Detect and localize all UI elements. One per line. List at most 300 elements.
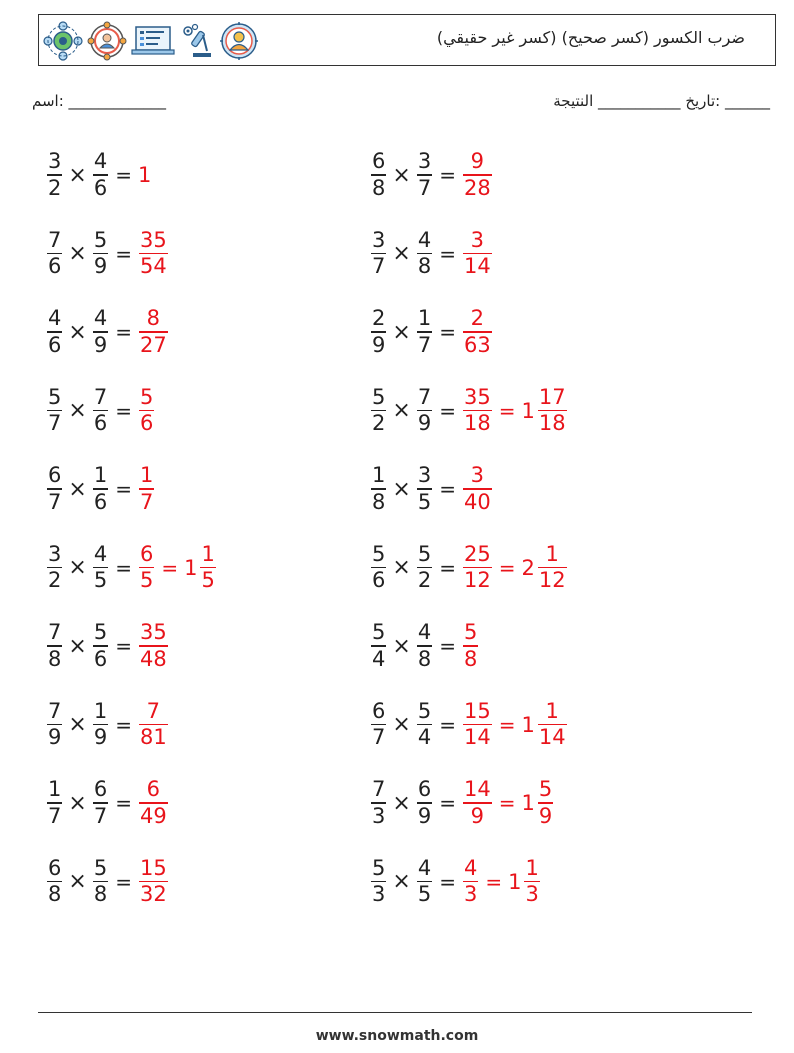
numerator: 1 [93,698,108,723]
problem-item [46,847,169,917]
denominator: 7 [93,803,108,828]
fraction-a [47,699,62,751]
numerator: 1 [93,463,108,488]
numerator: 4 [93,306,108,331]
denominator: 7 [372,725,386,750]
numerator: 3 [470,463,484,488]
numerator: 5 [372,384,386,409]
times-sign: × [68,162,87,188]
numerator: 4 [417,620,432,645]
numerator: 7 [48,620,62,645]
fraction-b [93,777,108,829]
equals-sign: = [498,398,516,423]
fraction-b [93,542,108,594]
answer-fraction [139,777,168,829]
problem-item [370,690,568,760]
denominator: 7 [48,803,62,828]
numerator: 6 [417,777,432,802]
fraction-a [371,149,386,201]
answer-fraction [139,463,154,515]
answer-fraction [139,699,168,751]
user-icon [219,21,259,61]
numerator: 6 [48,463,62,488]
fraction-a [47,306,62,358]
problem-item [46,219,169,289]
times-sign: × [68,241,87,266]
answer-fraction [463,620,478,672]
answer [462,856,541,908]
denominator: 40 [463,489,491,514]
fraction-b [93,620,108,672]
answer-fraction [463,149,492,201]
denominator: 9 [93,725,108,750]
numerator: 1 [525,855,539,880]
equals-sign: = [439,712,456,737]
fraction-a [47,856,62,908]
answer [138,620,169,672]
problem-item [46,297,169,367]
equals-sign: = [115,477,132,501]
denominator: 7 [48,411,62,436]
numerator: 17 [538,384,566,409]
denominator: 4 [372,646,386,671]
equals-sign: = [115,791,132,815]
times-sign: × [68,633,87,659]
numerator: 7 [48,698,62,723]
answer [138,856,169,908]
denominator: 9 [470,803,484,828]
numerator: 3 [48,541,62,566]
numerator: 6 [48,855,62,880]
problem-item [370,376,568,446]
answer-fraction [538,699,567,751]
numerator: 5 [417,698,432,723]
denominator: 5 [417,489,432,514]
denominator: 8 [372,175,386,200]
fraction-b [417,306,432,358]
denominator: 48 [139,646,167,671]
answer [138,385,155,437]
numerator: 35 [139,620,167,645]
footer-divider [38,1012,752,1013]
times-sign: × [392,162,411,188]
denominator: 9 [93,332,108,357]
answer [462,463,493,515]
answer-fraction [463,385,492,437]
mixed-whole: 1 [508,869,522,894]
times-sign: × [392,869,411,894]
answer [138,463,155,515]
problem-item [370,533,568,603]
equals-sign: = [439,320,456,344]
problem-item [370,611,479,681]
team-icon [87,21,127,61]
numerator: 35 [463,384,491,409]
times-sign: × [392,398,411,423]
denominator: 3 [372,882,386,907]
numerator: 3 [372,227,386,252]
numerator: 5 [417,541,432,566]
fraction-a [47,385,62,437]
fraction-a [47,463,62,515]
denominator: 6 [372,568,386,593]
mixed-whole: 2 [521,555,535,580]
times-sign: × [392,319,411,345]
answer-fraction [200,542,215,594]
microscope-icon [179,21,215,61]
equals-sign: = [115,634,132,658]
equals-sign: = [115,712,132,737]
equals-sign: = [115,869,132,894]
numerator: 25 [463,541,491,566]
answer-fraction [463,306,492,358]
problem-item [370,219,493,289]
numerator: 5 [372,855,386,880]
date-field: ______ :تاريخ [685,92,770,110]
answer-integer: 1 [137,163,152,187]
denominator: 32 [139,882,167,907]
denominator: 6 [93,489,108,514]
mixed-whole: 1 [521,712,535,737]
problem-item [46,768,169,838]
denominator: 63 [463,332,491,357]
name-field: _____________ :اسم [32,92,167,110]
problem-item [46,376,155,446]
denominator: 6 [48,332,62,357]
times-sign: × [68,398,87,423]
numerator: 1 [48,777,62,802]
answer [138,306,169,358]
denominator: 9 [372,332,386,357]
fraction-b [417,542,432,594]
numerator: 14 [463,777,491,802]
denominator: 9 [538,803,553,828]
fraction-b [417,463,432,515]
answer-fraction [139,385,154,437]
problem-item [46,611,169,681]
numerator: 15 [139,855,167,880]
numerator: 1 [139,463,154,488]
numerator: 35 [139,227,167,252]
denominator: 6 [139,411,154,436]
numerator: 7 [372,777,386,802]
fraction-b [417,699,432,751]
equals-sign: = [439,477,456,501]
denominator: 8 [372,489,386,514]
answer-fraction [463,856,478,908]
fraction-b [93,149,108,201]
problem-item [46,454,155,524]
numerator: 1 [201,541,215,566]
times-sign: × [392,712,411,737]
equals-sign: = [439,241,456,266]
problem-item [46,533,217,603]
numerator: 15 [463,698,491,723]
equals-sign: = [115,320,132,344]
numerator: 3 [417,149,432,174]
equals-sign: = [115,163,132,187]
fraction-a [47,620,62,672]
times-sign: × [68,476,87,502]
fraction-b [93,856,108,908]
date-score-fields [553,92,770,110]
equals-sign: = [115,398,132,423]
denominator: 18 [463,411,491,436]
fraction-b [93,306,108,358]
denominator: 27 [139,332,167,357]
fraction-b [417,228,432,280]
numerator: 4 [463,855,478,880]
denominator: 9 [48,725,62,750]
denominator: 81 [139,725,167,750]
denominator: 7 [48,489,62,514]
worksheet-title: ضرب الكسور (كسر صحيح) (كسر غير حقيقي) [436,28,745,47]
denominator: 4 [417,725,432,750]
times-sign: × [68,319,87,345]
denominator: 2 [48,175,62,200]
laptop-icon [131,21,175,61]
fraction-b [93,228,108,280]
denominator: 8 [463,646,478,671]
answer [462,385,568,437]
answer-fraction [463,777,492,829]
denominator: 6 [48,254,62,279]
answer-fraction [139,620,168,672]
answer [462,228,493,280]
numerator: 5 [93,855,108,880]
denominator: 7 [139,489,154,514]
numerator: 1 [545,698,559,723]
answer [138,228,169,280]
fraction-a [371,699,386,751]
denominator: 5 [139,568,154,593]
fraction-b [417,856,432,908]
score-field: ___________ النتيجة [553,92,681,110]
fraction-a [371,777,386,829]
denominator: 49 [139,803,167,828]
denominator: 5 [201,568,215,593]
answer [462,306,493,358]
fraction-a [371,306,386,358]
numerator: 6 [372,698,386,723]
denominator: 8 [417,646,432,671]
fraction-a [371,228,386,280]
denominator: 14 [463,725,491,750]
numerator: 4 [48,306,62,331]
problem-item [46,690,169,760]
denominator: 9 [417,803,432,828]
numerator: 9 [470,149,484,174]
denominator: 2 [372,411,386,436]
fraction-a [47,149,62,201]
denominator: 7 [417,175,432,200]
numerator: 5 [372,620,386,645]
numerator: 7 [417,384,432,409]
equals-sign: = [485,869,503,894]
fraction-b [417,620,432,672]
answer [138,699,169,751]
equals-sign: = [439,791,456,815]
times-sign: × [68,555,87,580]
header-icons [43,21,259,61]
denominator: 12 [538,568,566,593]
equals-sign: = [439,555,456,580]
problem-item [370,768,554,838]
mixed-whole: 1 [521,791,535,815]
numerator: 6 [372,149,386,174]
denominator: 8 [93,882,108,907]
times-sign: × [392,241,411,266]
equals-sign: = [161,555,179,580]
numerator: 2 [470,306,484,331]
fraction-a [371,856,386,908]
numerator: 3 [417,463,432,488]
mixed-whole: 1 [184,555,198,580]
fraction-a [371,542,386,594]
numerator: 5 [93,620,108,645]
denominator: 9 [417,411,432,436]
problem-item [370,297,493,367]
answer [138,777,169,829]
numerator: 2 [372,306,386,331]
equals-sign: = [498,712,516,737]
denominator: 5 [417,882,432,907]
denominator: 18 [538,411,566,436]
answer-fraction [139,306,168,358]
answer-fraction [524,856,539,908]
answer-fraction [538,542,567,594]
numerator: 5 [93,227,108,252]
answer [462,699,568,751]
times-sign: × [392,790,411,816]
denominator: 6 [93,411,108,436]
denominator: 28 [463,175,491,200]
fraction-a [47,228,62,280]
denominator: 3 [372,803,386,828]
equals-sign: = [439,634,456,658]
network-icon [43,21,83,61]
numerator: 4 [417,227,432,252]
denominator: 54 [139,254,167,279]
times-sign: × [68,790,87,816]
numerator: 7 [48,227,62,252]
denominator: 8 [417,254,432,279]
equals-sign: = [439,163,456,187]
numerator: 5 [372,541,386,566]
denominator: 3 [463,882,478,907]
answer-fraction [463,699,492,751]
denominator: 12 [463,568,491,593]
denominator: 5 [93,568,108,593]
equals-sign: = [498,791,516,815]
fraction-a [47,777,62,829]
problem-item [370,454,493,524]
numerator: 5 [48,384,62,409]
answer-fraction [139,228,168,280]
denominator: 8 [48,882,62,907]
answer-fraction [139,542,154,594]
fraction-b [93,385,108,437]
answer-fraction [463,542,492,594]
numerator: 4 [417,855,432,880]
equals-sign: = [115,241,132,266]
numerator: 1 [417,306,432,331]
answer-fraction [463,463,492,515]
worksheet-header [38,14,776,66]
denominator: 9 [93,254,108,279]
numerator: 6 [139,541,154,566]
fraction-b [417,149,432,201]
answer [462,620,479,672]
numerator: 1 [372,463,386,488]
footer-url: www.snowmath.com [315,1028,479,1044]
answer-fraction [538,777,553,829]
denominator: 7 [417,332,432,357]
answer [138,542,217,594]
answer-fraction [463,228,492,280]
fraction-a [47,542,62,594]
equals-sign: = [115,555,132,580]
answer [138,163,151,187]
problem-item [46,140,151,210]
times-sign: × [68,869,87,894]
problem-item [370,140,493,210]
answer [462,777,554,829]
mixed-whole: 1 [521,398,535,423]
denominator: 14 [463,254,491,279]
fraction-a [371,620,386,672]
denominator: 2 [48,568,62,593]
answer [462,149,493,201]
problem-item [370,847,541,917]
numerator: 6 [93,777,108,802]
denominator: 2 [417,568,432,593]
times-sign: × [392,555,411,580]
numerator: 1 [545,541,559,566]
equals-sign: = [439,398,456,423]
numerator: 7 [146,698,160,723]
numerator: 4 [93,149,108,174]
fraction-a [371,463,386,515]
times-sign: × [392,633,411,659]
times-sign: × [68,712,87,737]
numerator: 5 [139,384,154,409]
equals-sign: = [439,869,456,894]
numerator: 8 [146,306,160,331]
fraction-b [93,699,108,751]
answer-fraction [139,856,168,908]
numerator: 4 [93,541,108,566]
fraction-b [417,385,432,437]
times-sign: × [392,476,411,502]
numerator: 5 [463,620,478,645]
numerator: 3 [48,149,62,174]
numerator: 6 [146,777,160,802]
denominator: 14 [538,725,566,750]
numerator: 3 [470,227,484,252]
equals-sign: = [498,555,516,580]
fraction-a [371,385,386,437]
answer-fraction [538,385,567,437]
denominator: 7 [372,254,386,279]
denominator: 8 [48,646,62,671]
denominator: 6 [93,646,108,671]
denominator: 3 [525,882,539,907]
numerator: 7 [93,384,108,409]
fraction-b [417,777,432,829]
numerator: 5 [538,777,553,802]
fraction-b [93,463,108,515]
